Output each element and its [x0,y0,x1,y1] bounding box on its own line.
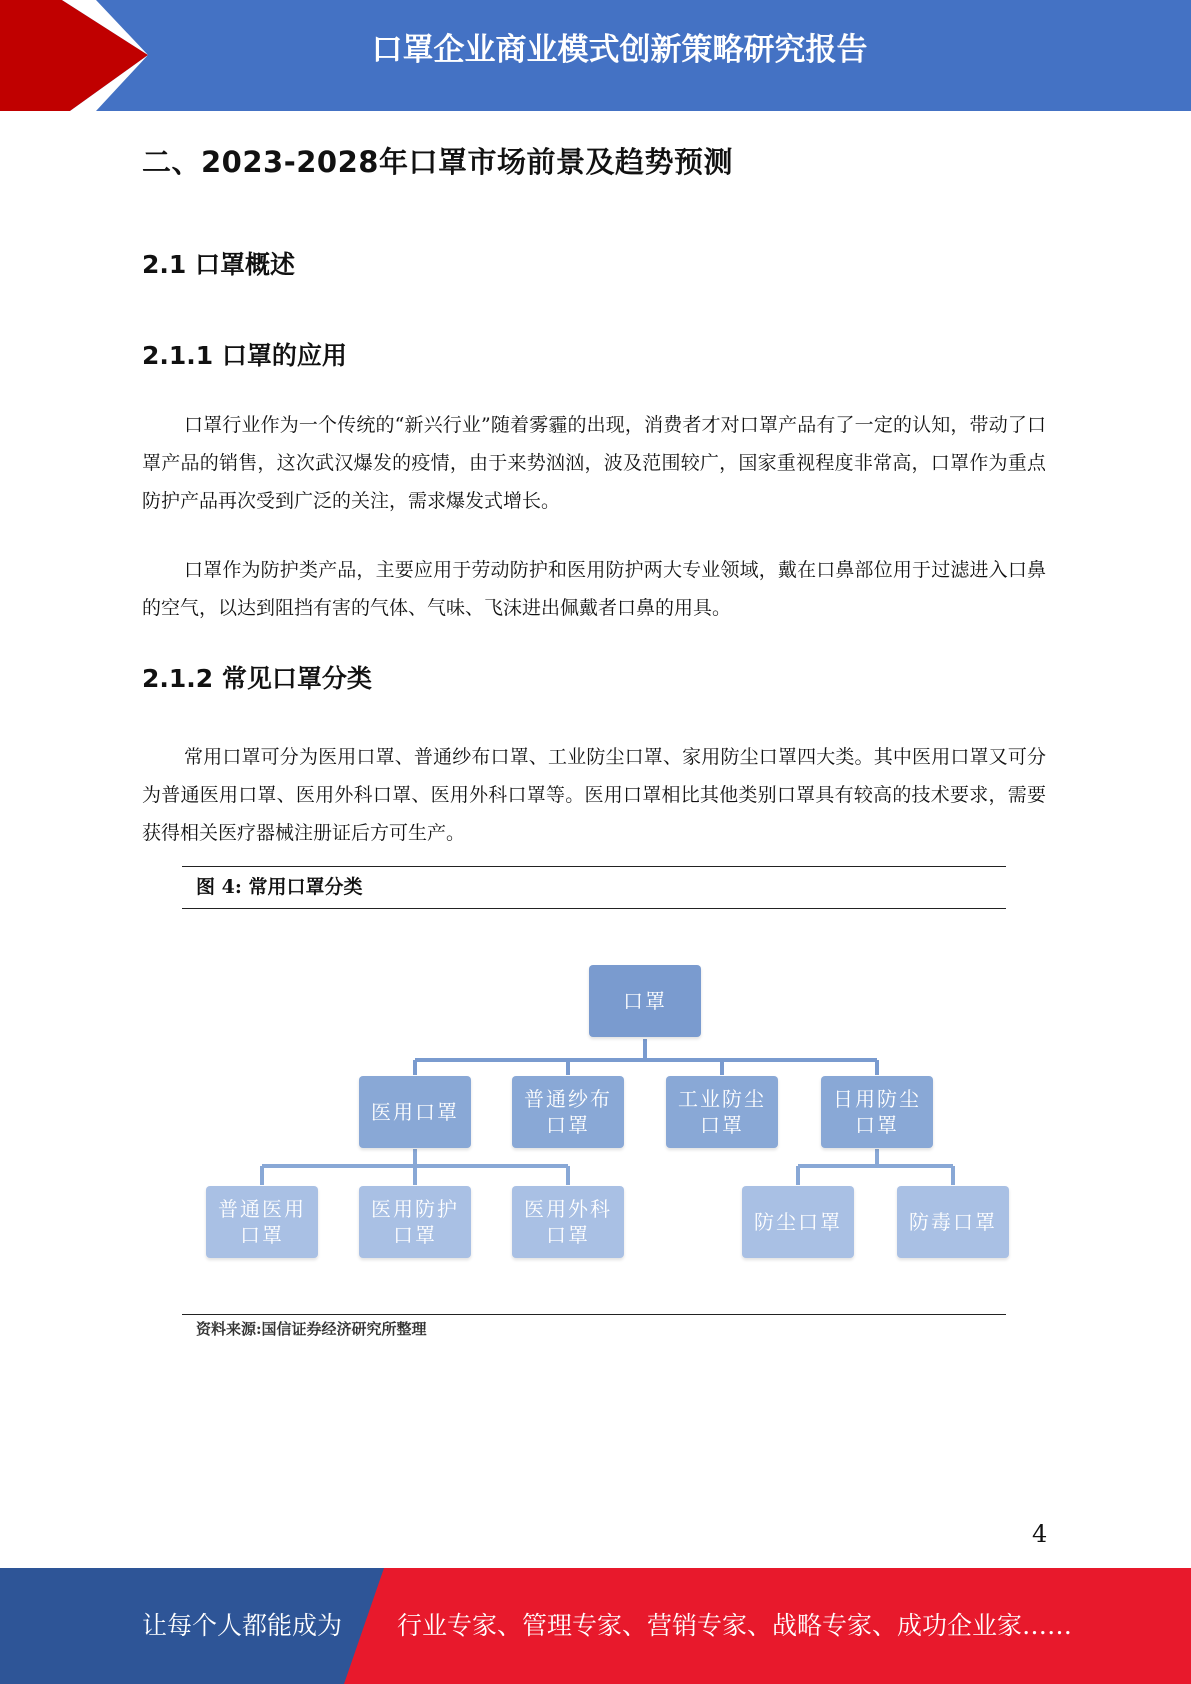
figure-bottom-rule [182,1314,1006,1315]
org-node-daily-dust-mask: 日用防尘 口罩 [821,1076,933,1148]
page-footer [0,1568,1191,1684]
figure-title: 图 4: 常用口罩分类 [196,876,363,898]
org-node-gauze-mask: 普通纱布 口罩 [512,1076,624,1148]
org-node-gas-mask: 防毒口罩 [897,1186,1009,1258]
paragraph-applications-2: 口罩作为防护类产品，主要应用于劳动防护和医用防护两大专业领域，戴在口鼻部位用于过滤进入口鼻的空气，以达到阻挡有害的气体、气味、飞沫进出佩戴者口鼻的用具。 [142,559,1046,619]
figure-source: 资料来源:国信证券经济研究所整理 [196,1320,427,1338]
page-number: 4 [1032,1520,1048,1548]
org-node-medical-protective-mask: 医用防护 口罩 [359,1186,471,1258]
org-node-ordinary-medical-mask: 普通医用 口罩 [206,1186,318,1258]
org-node-medical-surgical-mask: 医用外科 口罩 [512,1186,624,1258]
footer-slogan-right: 行业专家、管理专家、营销专家、战略专家、成功企业家…… [397,1611,1073,1640]
org-node-medical-mask: 医用口罩 [359,1076,471,1148]
org-node-dustproof-mask: 防尘口罩 [742,1186,854,1258]
section-heading: 二、2023-2028年口罩市场前景及趋势预测 [142,145,733,179]
paragraph-applications-1: 口罩行业作为一个传统的“新兴行业”随着雾霾的出现，消费者才对口罩产品有了一定的认知，带动了口罩产品的销售，这次武汉爆发的疫情，由于来势汹汹，波及范围较广，国家重视程度非常高，口罩作为重点防护产品再次受到广泛的关注，需求爆发式增长。 [142,414,1046,512]
paragraph-classification: 常用口罩可分为医用口罩、普通纱布口罩、工业防尘口罩、家用防尘口罩四大类。其中医用口罩又可分为普通医用口罩、医用外科口罩、医用外科口罩等。医用口罩相比其他类别口罩具有较高的技术要求，需要获得相关医疗器械注册证后方可生产。 [142,746,1046,844]
report-title: 口罩企业商业模式创新策略研究报告 [371,32,868,68]
sub-subsection-heading-applications: 2.1.1 口罩的应用 [142,341,347,370]
footer-slogan-left: 让每个人都能成为 [142,1611,343,1640]
subsection-heading: 2.1 口罩概述 [142,250,295,279]
org-node-industrial-dust-mask: 工业防尘 口罩 [666,1076,778,1148]
org-node-root: 口罩 [589,965,701,1037]
sub-subsection-heading-classification: 2.1.2 常见口罩分类 [142,664,372,693]
